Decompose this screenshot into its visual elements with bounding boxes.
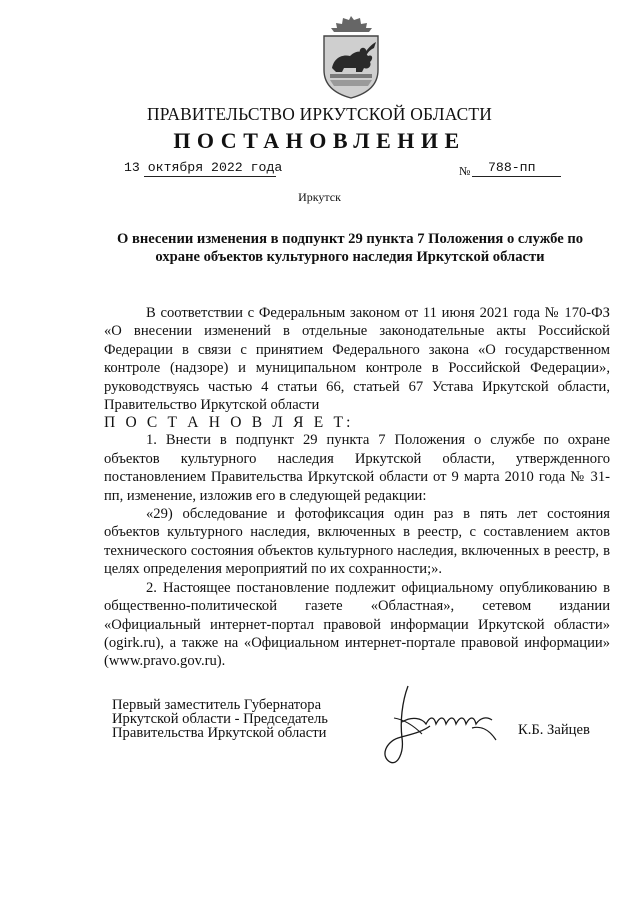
number-sign: № (459, 164, 471, 178)
date-underline (144, 176, 276, 177)
document-title: О внесении изменения в подпункт 29 пункта 7 Положения о службе по охране объектов культурного наследия Иркутской области (116, 231, 584, 265)
signatory-position-line-1: Первый заместитель Губернатора (112, 697, 322, 713)
signatory-name: К.Б. Зайцев (518, 722, 590, 738)
signatory-position (112, 698, 328, 740)
item-1-quote-paragraph: «29) обследование и фотофиксация один раз в пять лет состояния объектов культурного наследия, включенных в реестр, с составлением актов технического состояния объектов культурного наследия, включенных в реестр, в целях определения мероприятий по их сохранности;». (104, 506, 610, 578)
number-underline (472, 176, 561, 177)
coat-of-arms-emblem (316, 14, 386, 100)
handwritten-signature (372, 682, 504, 770)
item-2-paragraph: 2. Настоящее постановление подлежит официальному опубликованию в общественно-политической газете «Областная», сетевом издании «Официальный интернет-портал правовой информации Иркутской области» (ogirk.ru), а также на «Официальном интернет-портале правовой информации» (www.pravo.gov.ru). (104, 579, 610, 670)
document-body (104, 304, 610, 671)
document-type-heading: ПОСТАНОВЛЕНИЕ (173, 128, 466, 153)
decree-date: 13 октября 2022 года (124, 160, 283, 175)
signatory-position-line-2: Иркутской области - Председатель (112, 711, 328, 727)
signatory-position-line-3: Правительства Иркутской области (112, 725, 327, 741)
resolves-heading: П О С Т А Н О В Л Я Е Т: (104, 414, 354, 432)
city-name: Иркутск (298, 190, 341, 204)
government-name: ПРАВИТЕЛЬСТВО ИРКУТСКОЙ ОБЛАСТИ (146, 104, 493, 124)
preamble-paragraph: В соответствии с Федеральным законом от 11 июня 2021 года № 170-ФЗ «О внесении изменений в отдельные законодательные акты Российской Федерации в связи с принятием Федерального закона «О государственном контроле (надзоре) и муниципальном контроле в Российской Федерации», руководствуясь частью 4 статьи 66, статьей 67 Устава Иркутской области, Правительство Иркутской области (104, 305, 610, 414)
item-1-paragraph: 1. Внести в подпункт 29 пункта 7 Положения о службе по охране объектов культурного наследия Иркутской области, утвержденного постановлением Правительства Иркутской области от 9 марта 2010 года № 31-пп, изменение, изложив его в следующей редакции: (104, 432, 610, 504)
decree-number: 788-пп (488, 160, 536, 175)
